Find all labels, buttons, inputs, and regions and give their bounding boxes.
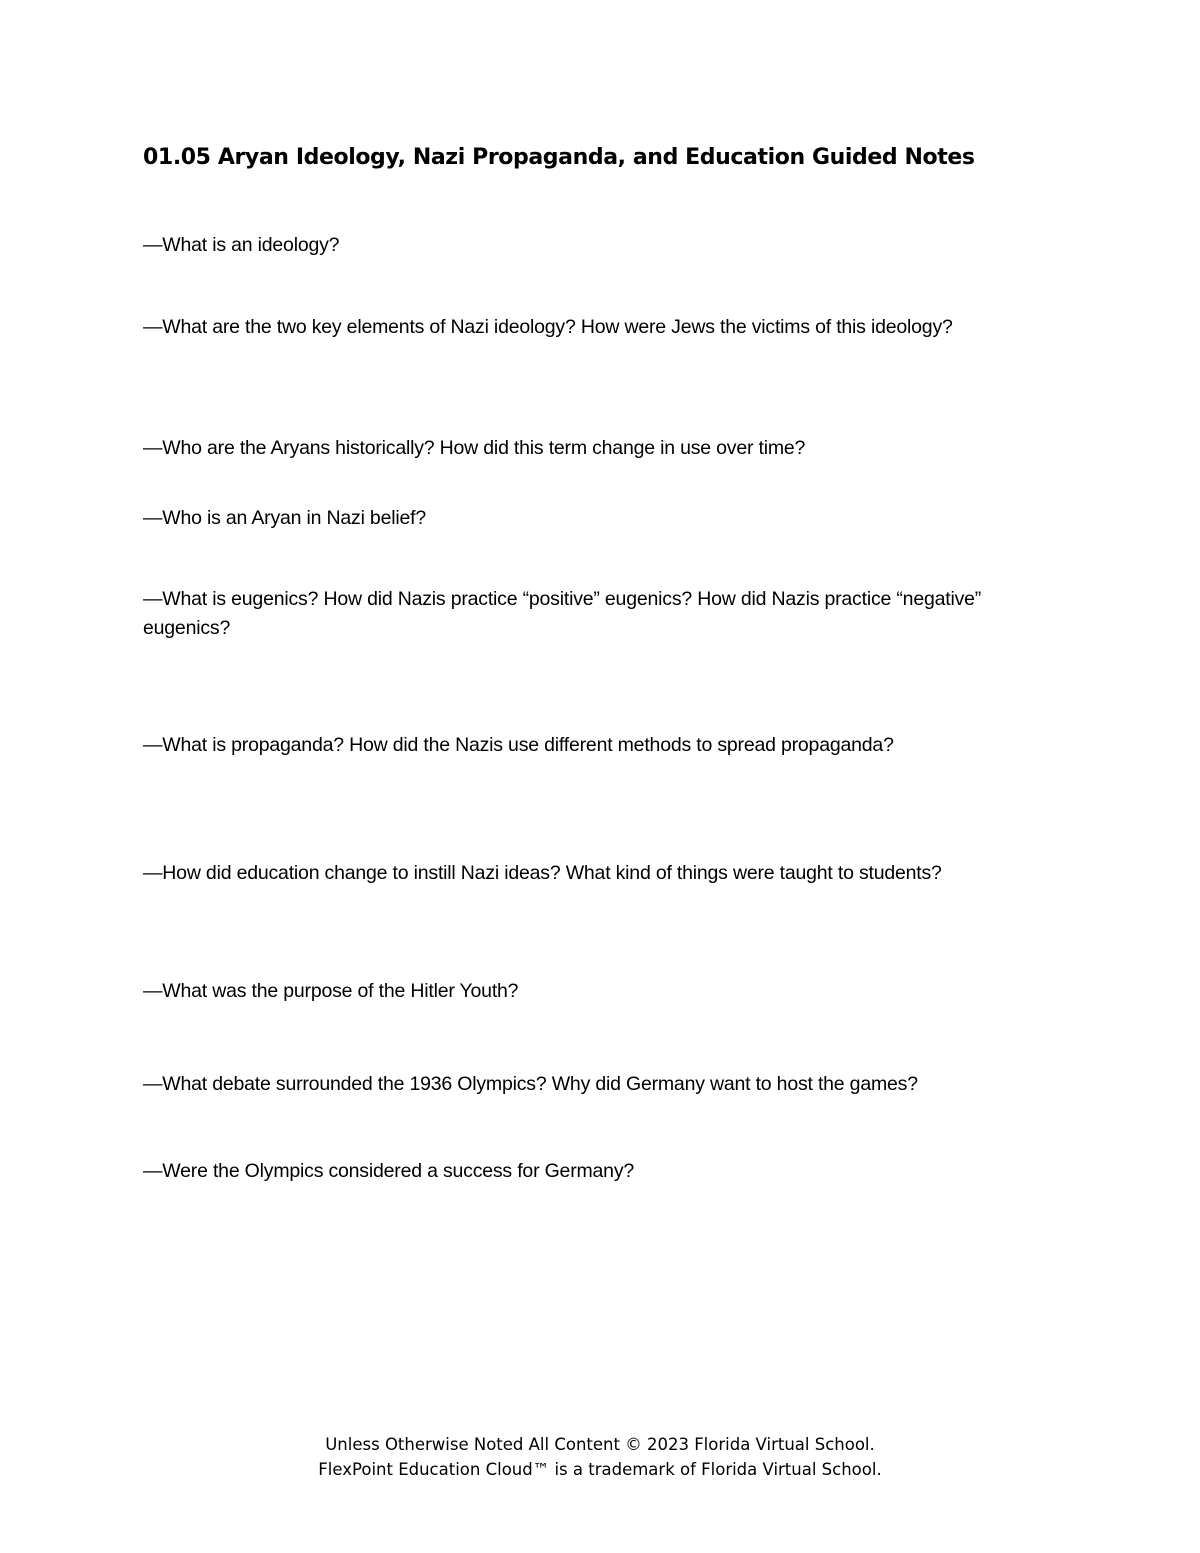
question-eugenics: —What is eugenics? How did Nazis practice “positive” eugenics? How did Nazis practice “negative” eugenics? [143,588,982,639]
question-propaganda: —What is propaganda? How did the Nazis use different methods to spread propaganda? [143,734,894,756]
question-hitler-youth: —What was the purpose of the Hitler Youth? [143,980,519,1002]
question-education: —How did education change to instill Nazi ideas? What kind of things were taught to students? [143,862,942,884]
question-olympics-debate: —What debate surrounded the 1936 Olympics? Why did Germany want to host the games? [143,1073,918,1095]
question-olympics-success: —Were the Olympics considered a success for Germany? [143,1160,635,1182]
footer-trademark: FlexPoint Education Cloud™ is a trademark of Florida Virtual School. [318,1460,882,1479]
footer-copyright: Unless Otherwise Noted All Content © 2023 Florida Virtual School. [325,1435,875,1454]
question-aryan-nazi-belief: —Who is an Aryan in Nazi belief? [143,507,426,529]
question-ideology: —What is an ideology? [143,234,340,256]
question-aryans-history: —Who are the Aryans historically? How did this term change in use over time? [143,437,806,459]
question-nazi-ideology: —What are the two key elements of Nazi ideology? How were Jews the victims of this ideology? [143,316,953,338]
page-title: 01.05 Aryan Ideology, Nazi Propaganda, and Education Guided Notes [143,145,975,170]
page-footer [0,1432,1200,1482]
